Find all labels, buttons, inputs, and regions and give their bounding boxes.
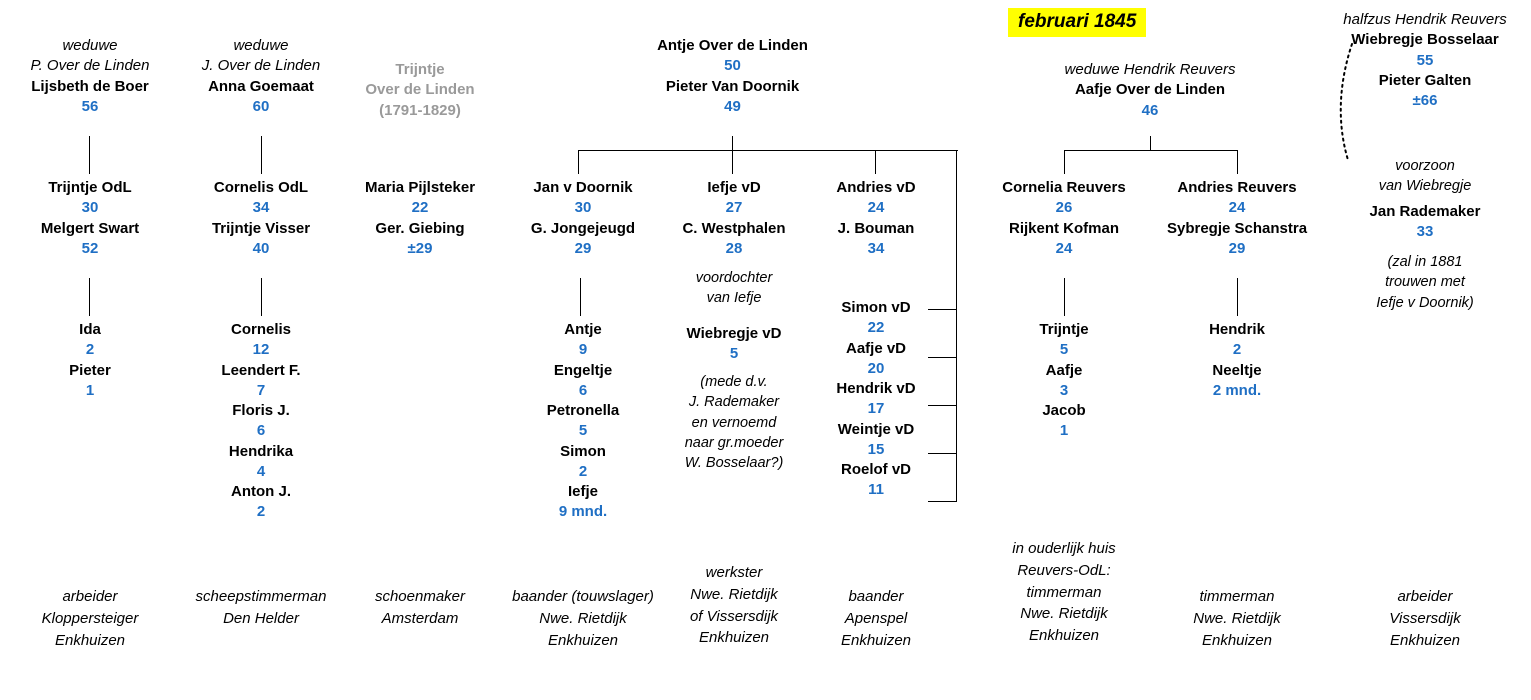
child-name: Roelof vD [840, 461, 911, 478]
footer-line: timmerman [1026, 583, 1102, 601]
label-weduwe-2: weduwe [233, 37, 289, 54]
child-age: 20 [867, 359, 885, 377]
child-age: 1 [85, 381, 95, 399]
child-name: Simon vD [841, 299, 911, 316]
note-line: voorzoon [1395, 158, 1455, 174]
node-andries-vd [800, 178, 952, 259]
name-trijntje-over-de-linden-1: Trijntje [395, 61, 445, 78]
name-maria-pijlsteker: Maria Pijlsteker [364, 179, 476, 196]
age-g-jongejeugd: 29 [574, 239, 592, 257]
node-andries-reuvers [1152, 178, 1322, 259]
footer-line: Enkhuizen [547, 631, 619, 649]
connector-tick-weintje [928, 453, 956, 454]
node-trijntje-odl [10, 178, 170, 259]
name-pieter-van-doornik: Pieter Van Doornik [665, 77, 800, 95]
age-trijntje-visser: 40 [252, 239, 270, 257]
footer-line: arbeider [62, 588, 118, 605]
connector-reuvers-trunk [1150, 136, 1151, 150]
footer-occupation-cornelia [984, 538, 1144, 647]
connector-center-trunk [732, 136, 733, 150]
footer-line: werkster [705, 564, 763, 581]
age-lijsbeth-de-boer: 56 [81, 97, 99, 115]
footer-occupation-1 [10, 586, 170, 651]
age-pieter-galten: ±66 [1412, 92, 1438, 109]
age-maria-pijlsteker: 22 [411, 199, 429, 217]
age-aafje-over-de-linden: 46 [1141, 101, 1159, 119]
age-rijkent-kofman: 24 [1055, 239, 1073, 257]
label-weduwe-hendrik-reuvers: weduwe Hendrik Reuvers [1064, 61, 1236, 78]
connector-vertical-cornelia [1064, 278, 1065, 316]
child-name: Jacob [1042, 402, 1086, 419]
children-list-1 [10, 320, 170, 401]
name-melgert-swart: Melgert Swart [40, 219, 140, 237]
label-weduwe-1: weduwe [62, 37, 118, 54]
node-jan-rademaker [1330, 202, 1520, 243]
age-sybregje-schanstra: 29 [1228, 239, 1246, 257]
note-line: J. Rademaker [688, 394, 780, 411]
age-andries-vd: 24 [867, 199, 885, 217]
child-name: Wiebregje vD [686, 325, 782, 342]
connector-center-horizontal [578, 150, 958, 151]
child-name: Cornelis [230, 321, 291, 338]
footer-line: of Vissersdijk [689, 607, 779, 625]
age-ger-giebing: ±29 [407, 239, 433, 257]
age-iefje-vd: 27 [725, 199, 743, 217]
children-list-andries [800, 298, 952, 501]
footer-line: Reuvers-OdL: [1017, 561, 1111, 579]
child-age: 7 [256, 381, 266, 399]
name-c-westphalen: C. Westphalen [682, 219, 786, 237]
note-voordochter-iefje [655, 268, 813, 309]
age-antje-over-de-linden: 50 [724, 57, 741, 75]
footer-occupation-2 [180, 586, 342, 630]
name-aafje-over-de-linden: Aafje Over de Linden [1074, 81, 1226, 99]
footer-line: Enkhuizen [1389, 631, 1461, 649]
footer-line: Enkhuizen [1028, 627, 1100, 644]
age-cornelis-odl: 34 [252, 199, 270, 217]
child-age: 5 [729, 345, 739, 363]
age-jan-rademaker: 33 [1416, 223, 1434, 241]
connector-vertical-2 [89, 278, 90, 316]
name-lijsbeth-de-boer: Lijsbeth de Boer [31, 77, 149, 95]
child-name: Floris J. [232, 402, 290, 419]
name-anna-goemaat: Anna Goemaat [208, 77, 314, 95]
connector-drop-iefje [732, 150, 733, 174]
name-andries-vd: Andries vD [836, 179, 916, 196]
child-name: Leendert F. [221, 361, 301, 379]
child-age: 2 mnd. [1212, 381, 1262, 399]
name-trijntje-visser: Trijntje Visser [211, 219, 311, 237]
name-cornelia-reuvers: Cornelia Reuvers [1002, 179, 1126, 196]
note-line: van Wiebregje [1378, 178, 1472, 195]
child-age: 2 [85, 341, 95, 359]
footer-line: in ouderlijk huis [1012, 540, 1116, 557]
note-line: (zal in 1881 [1387, 254, 1463, 270]
child-age: 5 [1059, 341, 1069, 359]
name-rijkent-kofman: Rijkent Kofman [1008, 219, 1119, 237]
child-name: Hendrik vD [836, 380, 916, 397]
footer-line: baander [848, 588, 904, 605]
footer-line: schoenmaker [374, 588, 466, 605]
age-j-bouman: 34 [867, 239, 885, 257]
age-wiebregje-bosselaar: 55 [1416, 51, 1434, 69]
child-name: Neeltje [1212, 361, 1262, 379]
label-halfzus-hendrik-reuvers: halfzus Hendrik Reuvers [1343, 11, 1507, 28]
node-anna-goemaat [180, 36, 342, 117]
name-j-bouman: J. Bouman [837, 219, 915, 237]
age-andries-reuvers: 24 [1228, 199, 1246, 217]
child-age: 4 [256, 462, 266, 480]
child-name: Antje [564, 321, 602, 338]
child-age: 15 [867, 440, 885, 458]
name-wiebregje-bosselaar: Wiebregje Bosselaar [1351, 31, 1499, 49]
footer-line: Enkhuizen [1201, 631, 1273, 649]
connector-vertical-jan [580, 278, 581, 316]
note-line: van Iefje [706, 290, 762, 307]
connector-bracket-andries [956, 150, 957, 502]
footer-line: Den Helder [223, 609, 299, 627]
node-jan-van-doornik [498, 178, 668, 259]
name-g-jongejeugd: G. Jongejeugd [530, 219, 636, 237]
child-age: 2 [256, 503, 266, 521]
footer-occupation-andries-reuvers [1152, 586, 1322, 651]
child-age: 11 [868, 481, 884, 499]
label-spouse-j-over-de-linden: J. Over de Linden [201, 57, 321, 75]
age-jan-van-doornik: 30 [574, 199, 592, 217]
connector-vertical-1 [89, 136, 90, 174]
footer-line: arbeider [1397, 588, 1453, 605]
note-voorzoon-wiebregje [1330, 156, 1520, 197]
footer-line: timmerman [1199, 588, 1275, 605]
name-jan-van-doornik: Jan v Doornik [533, 179, 633, 196]
connector-tick-hendrik [928, 405, 956, 406]
child-name: Anton J. [231, 483, 291, 500]
child-name: Pieter [69, 361, 111, 379]
note-line: W. Bosselaar?) [684, 455, 784, 472]
name-sybregje-schanstra: Sybregje Schanstra [1166, 219, 1308, 237]
footer-line: Enkhuizen [54, 631, 126, 649]
age-trijntje-odl: 30 [81, 199, 99, 217]
child-name: Trijntje [1039, 321, 1089, 338]
child-age: 1 [1059, 422, 1069, 440]
children-list-jan [498, 320, 668, 523]
footer-line: Nwe. Rietdijk [539, 609, 627, 627]
children-list-iefje [655, 324, 813, 365]
footer-line: Nwe. Rietdijk [1193, 609, 1281, 627]
connector-reuvers-horizontal [1064, 150, 1237, 151]
note-line: naar gr.moeder [684, 434, 784, 451]
lifespan-trijntje-over-de-linden: (1791-1829) [379, 101, 461, 119]
node-trijntje-over-de-linden [345, 60, 495, 121]
note-line: voordochter [695, 270, 773, 286]
name-trijntje-over-de-linden-2: Over de Linden [365, 81, 475, 99]
child-name: Hendrika [228, 442, 294, 460]
footer-line: Enkhuizen [698, 629, 770, 647]
name-antje-over-de-linden: Antje Over de Linden [657, 37, 808, 54]
name-jan-rademaker: Jan Rademaker [1369, 203, 1481, 220]
child-age: 9 [578, 341, 588, 359]
child-name: Petronella [546, 402, 620, 419]
child-name: Aafje vD [845, 339, 907, 357]
connector-drop-andries-reuvers [1237, 150, 1238, 174]
connector-drop-andries [875, 150, 876, 174]
note-line: trouwen met [1385, 274, 1465, 291]
child-age: 12 [252, 341, 270, 359]
child-name: Simon [560, 442, 606, 460]
age-melgert-swart: 52 [81, 239, 99, 257]
footer-occupation-3 [340, 586, 500, 630]
child-age: 3 [1059, 381, 1069, 399]
child-age: 5 [578, 422, 588, 440]
child-age: 6 [578, 381, 588, 399]
footer-occupation-andries [800, 586, 952, 651]
node-maria-pijlsteker [340, 178, 500, 259]
age-cornelia-reuvers: 26 [1055, 199, 1073, 217]
footer-line: Enkhuizen [840, 631, 912, 649]
name-cornelis-odl: Cornelis OdL [213, 179, 309, 196]
node-lijsbeth-de-boer [10, 36, 170, 117]
name-ger-giebing: Ger. Giebing [375, 219, 465, 237]
note-line: (mede d.v. [700, 374, 768, 390]
footer-occupation-jan [488, 586, 678, 651]
footer-line: scheepstimmerman [195, 588, 327, 605]
connector-drop-jan [578, 150, 579, 174]
child-name: Iefje [567, 483, 598, 500]
footer-line: baander (touwslager) [512, 588, 654, 605]
name-pieter-galten: Pieter Galten [1378, 71, 1472, 89]
node-iefje-vd [655, 178, 813, 259]
connector-vertical-4 [261, 278, 262, 316]
child-age: 6 [256, 422, 266, 440]
age-c-westphalen: 28 [725, 239, 743, 257]
connector-vertical-andries-reuvers [1237, 278, 1238, 316]
footer-line: Nwe. Rietdijk [690, 585, 778, 603]
child-name: Hendrik [1209, 321, 1265, 338]
child-name: Engeltje [553, 361, 613, 379]
child-age: 9 mnd. [558, 503, 608, 521]
date-title-badge: februari 1845 [1008, 8, 1146, 37]
footer-line: Amsterdam [381, 609, 459, 627]
child-name: Weintje vD [837, 420, 915, 438]
node-aafje-over-de-linden [1000, 60, 1300, 121]
child-age: 2 [1232, 341, 1242, 359]
child-name: Ida [79, 321, 101, 338]
node-wiebregje-bosselaar [1330, 10, 1520, 111]
name-andries-reuvers: Andries Reuvers [1177, 179, 1297, 196]
footer-occupation-iefje [653, 562, 815, 649]
children-list-2 [180, 320, 342, 523]
name-trijntje-odl: Trijntje OdL [48, 179, 132, 196]
child-age: 17 [867, 400, 885, 418]
note-wiebregje-parentage [653, 372, 815, 473]
connector-tick-roelof [928, 501, 956, 502]
age-pieter-van-doornik: 49 [724, 97, 741, 115]
footer-line: Apenspel [844, 609, 908, 627]
note-line: en vernoemd [691, 414, 777, 431]
connector-tick-aafje [928, 357, 956, 358]
connector-drop-cornelia [1064, 150, 1065, 174]
node-cornelia-reuvers [984, 178, 1144, 259]
children-list-andries-reuvers [1152, 320, 1322, 401]
footer-line: Kloppersteiger [41, 609, 139, 627]
child-name: Aafje [1045, 361, 1083, 379]
name-iefje-vd: Iefje vD [707, 179, 761, 196]
note-jan-rademaker-marriage [1330, 252, 1520, 313]
node-cornelis-odl [180, 178, 342, 259]
footer-occupation-right [1330, 586, 1520, 651]
note-line: Iefje v Doornik) [1376, 294, 1474, 311]
footer-line: Vissersdijk [1389, 609, 1461, 627]
connector-tick-simon [928, 309, 956, 310]
node-antje-over-de-linden [610, 36, 855, 117]
connector-vertical-3 [261, 136, 262, 174]
children-list-cornelia [984, 320, 1144, 442]
label-spouse-p-over-de-linden: P. Over de Linden [30, 57, 150, 75]
child-age: 2 [578, 462, 588, 480]
age-anna-goemaat: 60 [252, 97, 270, 115]
child-age: 22 [867, 319, 885, 337]
footer-line: Nwe. Rietdijk [1020, 605, 1108, 623]
